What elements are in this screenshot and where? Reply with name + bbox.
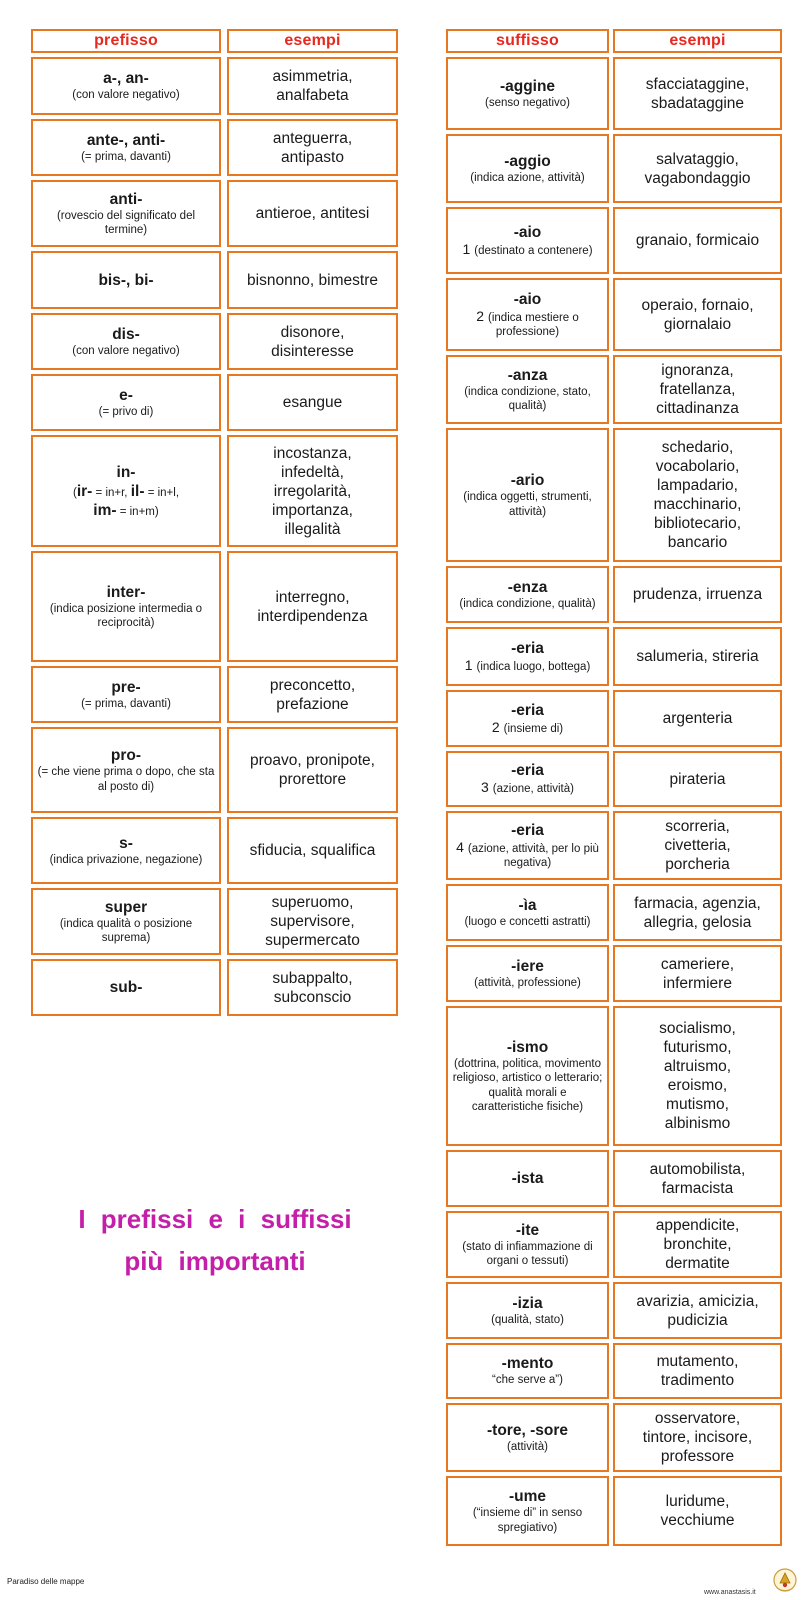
prefix-examples-header: esempi (284, 32, 341, 49)
suffix-term-cell (446, 57, 609, 130)
prefix-ir: ir- (76, 482, 93, 500)
suffix-examples: granaio, formicaio (635, 232, 760, 249)
suffix-examples-cell (613, 207, 782, 274)
prefix-note: (= che viene prima o dopo, che sta al posto di) (37, 766, 215, 793)
prefix-examples-cell (227, 666, 398, 723)
suffix-term: -aio (513, 223, 542, 241)
suffix-examples: luridume, vecchiume (660, 1493, 735, 1529)
prefix-il-note: = in+l, (147, 486, 180, 499)
prefix-in-variants-2 (89, 501, 162, 520)
suffix-examples: cameriere, infermiere (660, 955, 735, 992)
prefix-term: e- (119, 386, 133, 404)
prefix-examples-cell (227, 817, 398, 884)
suffix-term-cell (446, 1343, 609, 1399)
suffix-term-cell (446, 884, 609, 941)
suffix-term: -aio (513, 290, 542, 308)
suffix-note (458, 242, 596, 259)
suffix-note: (stato di infiammazione di organi o tessuti) (462, 1240, 593, 1267)
prefix-header-cell (31, 29, 221, 53)
prefix-term-cell (31, 251, 221, 309)
prefix-note: (indica posizione intermedia o reciprocità) (49, 602, 203, 629)
suffix-term-cell (446, 1476, 609, 1546)
suffix-note: “che serve a”) (492, 1374, 563, 1387)
prefix-examples-cell (227, 551, 398, 662)
suffix-term-cell (446, 627, 609, 686)
prefix-term-cell (31, 374, 221, 431)
suffix-term-cell (446, 278, 609, 351)
suffix-header-cell (446, 29, 609, 53)
suffix-examples-cell (613, 627, 782, 686)
suffix-examples-header: esempi (669, 32, 726, 49)
prefix-examples: anteguerra, antipasto (272, 129, 353, 166)
suffix-term: -eria (511, 639, 544, 657)
suffix-term-cell (446, 751, 609, 807)
suffix-term: -ista (511, 1170, 544, 1187)
prefix-term-cell (31, 119, 221, 176)
suffix-term-cell (446, 945, 609, 1002)
suffix-term: -aggio (504, 152, 551, 170)
prefix-note: (= prima, davanti) (81, 697, 171, 710)
suffix-note (477, 780, 578, 797)
prefix-examples-cell (227, 251, 398, 309)
suffix-examples-cell (613, 278, 782, 351)
prefix-in-variants: (ir- = in+r, il- = in+l, (72, 482, 180, 500)
suffix-examples: osservatore, tintore, incisore, professore (642, 1410, 753, 1465)
prefix-term: in- (116, 463, 136, 481)
suffix-examples-header-cell (613, 29, 782, 53)
suffix-term: -izia (512, 1294, 543, 1312)
prefix-examples-cell (227, 180, 398, 247)
suffix-examples-cell (613, 566, 782, 623)
suffix-num: 1 (462, 240, 471, 257)
prefix-term: ante-, anti- (86, 131, 166, 149)
suffix-term-cell (446, 428, 609, 562)
suffix-examples: avarizia, amicizia, pudicizia (636, 1292, 759, 1329)
suffix-examples-cell (613, 355, 782, 424)
suffix-examples-cell (613, 1282, 782, 1339)
suffix-note: (indica oggetti, strumenti, attività) (463, 491, 592, 518)
prefix-header: prefisso (94, 32, 158, 49)
prefix-note: (indica qualità o posizione suprema) (59, 917, 193, 944)
prefix-examples-cell (227, 57, 398, 115)
suffix-examples-cell (613, 945, 782, 1002)
prefix-term: s- (119, 834, 133, 852)
suffix-examples-cell (613, 428, 782, 562)
suffix-examples: schedario, vocabolario, lampadario, macchinario, bibliotecario, bancario (653, 439, 742, 551)
prefix-term-cell (31, 817, 221, 884)
prefix-term-cell (31, 551, 221, 662)
prefix-note: (= prima, davanti) (81, 150, 171, 163)
suffix-term: -tore, -sore (487, 1421, 568, 1439)
suffix-note: (indica condizione, stato, qualità) (464, 385, 591, 412)
suffix-term: -ismo (506, 1038, 549, 1056)
prefix-examples: proavo, pronipote, prorettore (250, 752, 375, 788)
prefix-examples-cell (227, 119, 398, 176)
prefix-term: sub- (109, 979, 143, 996)
prefix-il: il- (130, 482, 145, 500)
suffix-note: (indica condizione, qualità) (459, 597, 596, 610)
footer-credit: Paradiso delle mappe (7, 1577, 85, 1586)
prefix-note: (con valore negativo) (72, 89, 180, 102)
footer-website: www.anastasis.it (704, 1589, 756, 1596)
suffix-note-text: (indica mestiere o professione) (488, 311, 579, 338)
prefix-term-cell (31, 727, 221, 813)
prefix-examples: preconcetto, prefazione (269, 676, 356, 713)
prefix-examples-cell (227, 959, 398, 1016)
suffix-examples-cell (613, 1476, 782, 1546)
suffix-term: -enza (507, 578, 548, 596)
suffix-term-cell (446, 1006, 609, 1146)
suffix-term-cell (446, 690, 609, 747)
suffix-term-cell (446, 566, 609, 623)
prefix-examples-cell (227, 374, 398, 431)
suffix-num: 2 (476, 307, 485, 324)
prefix-term-cell (31, 666, 221, 723)
suffix-examples: socialismo, futurismo, altruismo, eroismo, mutismo, albinismo (659, 1020, 736, 1132)
suffix-term-cell (446, 1282, 609, 1339)
page-title: I prefissi e i suffissi più importanti (78, 1204, 352, 1276)
suffix-examples: operaio, fornaio, giornalaio (641, 296, 754, 333)
prefix-examples-cell (227, 313, 398, 370)
suffix-note: (indica azione, attività) (470, 171, 585, 184)
prefix-examples: sfiducia, squalifica (249, 842, 376, 859)
prefix-term-cell (31, 888, 221, 955)
prefix-examples: incostanza, infedeltà, irregolarità, importanza, illegalità (272, 444, 353, 538)
prefix-term-cell (31, 959, 221, 1016)
suffix-examples: farmacia, agenzia, allegria, gelosia (634, 894, 761, 931)
prefix-examples: superuomo, supervisore, supermercato (265, 894, 360, 949)
suffix-examples: scorreria, civetteria, porcheria (664, 818, 731, 873)
prefix-term-cell (31, 57, 221, 115)
suffix-examples-cell (613, 884, 782, 941)
prefix-examples-header-cell (227, 29, 398, 53)
suffix-note-text: (azione, attività) (492, 783, 574, 796)
suffix-term: -ite (515, 1221, 540, 1239)
suffix-note (448, 840, 607, 871)
suffix-note-text: (insieme di) (503, 722, 564, 735)
suffix-examples-cell (613, 811, 782, 880)
prefix-term: pre- (111, 678, 141, 696)
suffix-examples: mutamento, tradimento (656, 1353, 739, 1389)
suffix-term: -eria (511, 821, 544, 839)
suffix-examples-cell (613, 751, 782, 807)
suffix-note: (senso negativo) (484, 96, 571, 109)
prefix-term: pro- (110, 747, 142, 764)
suffix-term: -eria (511, 762, 544, 780)
suffix-term-cell (446, 207, 609, 274)
suffix-term-cell (446, 811, 609, 880)
prefix-examples-cell (227, 435, 398, 547)
suffix-examples: appendicite, bronchite, dermatite (655, 1217, 740, 1272)
prefix-term: bis-, bi- (98, 271, 154, 289)
prefix-im: im- (93, 501, 117, 519)
suffix-note: (luogo e concetti astratti) (464, 915, 591, 928)
prefix-examples: bisnonno, bimestre (247, 271, 378, 289)
suffix-note-text: (azione, attività, per lo più negativa) (467, 842, 599, 869)
suffix-examples: salvataggio, vagabondaggio (644, 150, 751, 187)
prefix-examples-cell (227, 888, 398, 955)
suffix-note: (qualità, stato) (491, 1313, 564, 1326)
suffix-num: 2 (491, 718, 500, 735)
suffix-note: (“insieme di” in senso spregiativo) (472, 1507, 583, 1534)
prefix-term-cell (31, 435, 221, 547)
prefix-examples: disonore, disinteresse (271, 323, 354, 360)
suffix-examples-cell (613, 1403, 782, 1472)
suffix-term-cell (446, 1403, 609, 1472)
suffix-term-cell (446, 134, 609, 203)
suffix-num: 1 (464, 656, 473, 673)
suffix-note: (attività) (507, 1440, 548, 1453)
prefix-examples-cell (227, 727, 398, 813)
suffix-examples: prudenza, irruenza (632, 586, 763, 603)
prefix-term: super (104, 898, 148, 916)
suffix-examples: pirateria (669, 770, 726, 788)
suffix-note: (attività, professione) (474, 976, 581, 989)
suffix-term: -mento (501, 1355, 554, 1373)
prefix-term: dis- (112, 325, 140, 343)
suffix-term: -ìa (518, 896, 537, 914)
prefix-note: (= privo di) (98, 405, 154, 418)
prefix-examples: asimmetria, analfabeta (272, 68, 353, 104)
suffix-note (488, 720, 567, 737)
suffix-examples-cell (613, 57, 782, 130)
suffix-term-cell (446, 1211, 609, 1278)
prefix-examples: antieroe, antitesi (255, 205, 370, 222)
prefix-term: a-, an- (103, 70, 149, 88)
suffix-examples: ignoranza, fratellanza, cittadinanza (656, 362, 739, 417)
suffix-note (448, 309, 607, 340)
suffix-term: -eria (511, 701, 544, 719)
suffix-term: -ario (510, 472, 545, 489)
prefix-examples: interregno, interdipendenza (257, 588, 368, 625)
suffix-num: 3 (481, 779, 489, 796)
suffix-examples: argenteria (662, 710, 733, 727)
anastasis-logo-icon (772, 1566, 798, 1594)
prefix-term: anti- (109, 190, 143, 208)
suffix-examples-cell (613, 1343, 782, 1399)
suffix-examples-cell (613, 1211, 782, 1278)
suffix-examples: salumeria, stireria (636, 648, 759, 665)
suffix-header: suffisso (496, 32, 559, 49)
suffix-note: (dottrina, politica, movimento religioso, artistico o letterario; qualità morali e caratteristiche fisiche) (452, 1057, 603, 1113)
suffix-examples-cell (613, 1006, 782, 1146)
suffix-examples-cell (613, 1150, 782, 1207)
suffix-note (461, 658, 595, 675)
prefix-examples: subappalto, subconscio (272, 969, 353, 1006)
suffix-term: -anza (507, 366, 548, 384)
suffix-term-cell (446, 1150, 609, 1207)
prefix-ir-note: = in+r, (95, 486, 128, 499)
prefix-examples: esangue (282, 394, 343, 411)
prefix-note: (indica privazione, negazione) (49, 853, 203, 866)
suffix-examples: sfacciataggine, sbadataggine (645, 75, 750, 112)
suffix-examples-cell (613, 134, 782, 203)
suffix-term: -aggine (499, 77, 556, 95)
suffix-term: -ume (508, 1488, 547, 1505)
prefix-im-note: = in+m) (119, 505, 159, 518)
suffix-term-cell (446, 355, 609, 424)
suffix-num: 4 (456, 838, 464, 855)
prefix-note: (con valore negativo) (72, 344, 180, 357)
suffix-examples-cell (613, 690, 782, 747)
suffix-note-text: (destinato a contenere) (474, 244, 593, 257)
prefix-note: (rovescio del significato del termine) (56, 209, 196, 236)
suffix-note-text: (indica luogo, bottega) (476, 660, 591, 673)
prefix-term-cell (31, 180, 221, 247)
prefix-term-cell (31, 313, 221, 370)
suffix-examples: automobilista, farmacista (649, 1160, 746, 1197)
suffix-term: -iere (511, 957, 544, 975)
prefix-term: inter- (106, 583, 146, 601)
